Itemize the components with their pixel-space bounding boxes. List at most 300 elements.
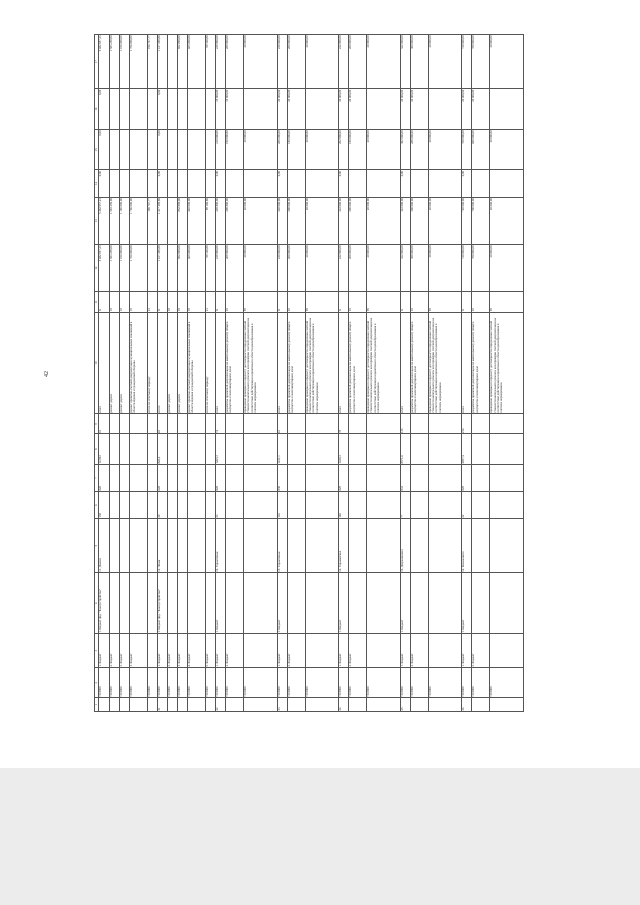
table-cell-total: 200 000,00 [349,244,367,291]
table-cell-d [177,89,187,130]
table-cell-code: 7318000 [157,668,167,698]
table-cell-v [177,434,187,464]
table-cell-fund: 5. Бюджет [205,634,215,668]
table-cell-k: 18 [109,292,119,312]
table-cell-e: 222 000,00 [339,35,349,89]
table-cell-region [109,573,119,634]
table-cell-c [205,129,215,170]
table-cell-d [187,89,205,130]
table-cell-place [147,519,157,573]
table-cell-a: 20 000,00 [367,197,401,244]
table-cell-y: 830 [277,464,287,491]
table-cell-place [305,519,339,573]
table-cell-a: 20 000,00 [305,197,339,244]
table-row [277,35,287,712]
table-cell-k: 95 [428,292,462,312]
table-cell-a: 700 000,00 [472,197,490,244]
table-cell-c [129,129,147,170]
table-cell-v: 1263,3 [215,434,225,464]
column-number-header: 11 [95,292,99,312]
table-cell-u [177,492,187,519]
table-cell-fund: 1. Бюджет [339,634,349,668]
table-cell-u [187,492,205,519]
table-cell-code: 7318000 [243,668,277,698]
table-cell-total: 1 706 000,00 [129,244,147,291]
table-cell-b: 0,00 [462,170,472,197]
table-cell-name: итого по отчетному периоду [147,312,157,414]
table-cell-b [129,170,147,197]
table-cell-code: 7318000 [400,668,410,698]
table-cell-n: 23 [277,698,287,712]
table-cell-d [428,89,462,130]
table-cell-c [187,129,205,170]
table-cell-b [187,170,205,197]
table-cell-code: 7318000 [349,668,367,698]
table-cell-u: 138 [99,492,109,519]
table-cell-c: 700 000,00 [462,129,472,170]
table-cell-c: 210 000,00 [215,129,225,170]
table-cell-name: разработка проектной документации по капитальному ремонту общего имущества в многоквартирном доме [410,312,428,414]
column-number-header: 12 [95,244,99,291]
table-cell-u: 20 [157,492,167,519]
table-cell-code: 7318000 [287,668,305,698]
table-cell-y: 828 [215,464,225,491]
table-row [410,35,428,712]
table-cell-name: итого по отчетному периоду [205,312,215,414]
table-row [349,35,367,712]
table-cell-place [187,519,205,573]
table-cell-region [490,573,524,634]
table-cell-a: 229 800,00 [215,197,225,244]
table-cell-fund: 1. Бюджет [462,634,472,668]
table-cell-name: всего [277,312,287,414]
table-cell-b [177,170,187,197]
table-cell-d: 20 000,00 [462,89,472,130]
table-cell-u [119,492,129,519]
table-cell-y [367,464,401,491]
table-cell-u [243,492,277,519]
table-cell-c [147,129,157,170]
table-cell-d: 20 000,00 [349,89,367,130]
table-cell-total: 220 000,00 [277,244,287,291]
table-cell-d: 20 000,00 [472,89,490,130]
table-cell-n: 25 [400,698,410,712]
table-cell-b: 0,00 [99,170,109,197]
table-cell-code: 7318000 [490,668,524,698]
table-cell-e: 200 000,00 [287,35,305,89]
column-number-header: 15 [95,129,99,170]
table-cell-code: 7318000 [339,668,349,698]
table-cell-a: 20 000,00 [490,197,524,244]
table-cell-v [226,434,244,464]
table-cell-v: 8571,6 [400,434,410,464]
table-cell-rank: 78 [339,414,349,434]
column-number-header: 14 [95,170,99,197]
table-cell-name: разработка проектной документации по капитальному ремонту общего имущества в многоквартирном доме [472,312,490,414]
table-cell-region: 1. Бюджет [277,573,287,634]
table-cell-a: 1 706 000,00 [129,197,147,244]
table-cell-total: 20 000,00 [428,244,462,291]
table-cell-place [243,519,277,573]
table-cell-k: X [462,292,472,312]
table-cell-total [167,244,177,291]
table-cell-u [129,492,147,519]
table-cell-e: 229 800,00 [215,35,225,89]
table-cell-name: ремонт дороги [109,312,119,414]
table-cell-fund: 3. Бюджет [177,634,187,668]
table-cell-d: 20 000,00 [410,89,428,130]
table-cell-total: 20 000,00 [490,244,524,291]
column-number-header: 1 [95,698,99,712]
table-row [428,35,462,712]
table-cell-y [119,464,129,491]
table-cell-place [129,519,147,573]
table-cell-n [243,698,277,712]
table-row [157,35,167,712]
table-cell-e: 99 100,80 [205,35,215,89]
table-cell-k: X [215,292,225,312]
table-cell-code: 7318000 [167,668,177,698]
table-cell-place [177,519,187,573]
table-cell-b [147,170,157,197]
table-cell-e: 1 417 299,80 [157,35,167,89]
table-cell-region [205,573,215,634]
table-cell-n [349,698,367,712]
table-cell-v [287,434,305,464]
table-cell-code: 7318000 [472,668,490,698]
table-cell-y [167,464,177,491]
table-cell-name: проведение проверки по предмету достоверности определения сметной стоимости капитального ремонта или проверки сметной документации на соответствие действующим нормативам в области ценообразования в сметном нормировании [367,312,401,414]
table-cell-d [119,89,129,130]
table-cell-code: 7318000 [410,668,428,698]
table-cell-e: 20 000,00 [428,35,462,89]
table-row [187,35,205,712]
table-cell-total: 209 800,00 [226,244,244,291]
table-cell-c [177,129,187,170]
table-cell-b: 0,00 [215,170,225,197]
table-cell-d [205,89,215,130]
table-cell-fund [243,634,277,668]
table-cell-fund: 4. Бюджет [187,634,205,668]
table-cell-a: 200 000,00 [349,197,367,244]
column-number-header: 4 [95,573,99,634]
table-cell-e: 20 000,00 [490,35,524,89]
table-cell-total: 5 482 957,23 [99,244,109,291]
table-cell-place [167,519,177,573]
table-cell-rank [119,414,129,434]
table-cell-code: 7318000 [119,668,129,698]
table-cell-fund: 1. Бюджет [215,634,225,668]
table-cell-fund: 1. Бюджет [277,634,287,668]
table-cell-fund [490,634,524,668]
table-cell-place [367,519,401,573]
table-cell-d [305,89,339,130]
table-cell-place [472,519,490,573]
table-cell-a: 1 583 259,00 [109,197,119,244]
table-cell-c [119,129,129,170]
table-cell-b [205,170,215,197]
table-cell-code: 7318000 [428,668,462,698]
table-cell-n [305,698,339,712]
table-cell-u [472,492,490,519]
table-cell-rank: 61 [277,414,287,434]
table-cell-b: 0,00 [157,170,167,197]
table-cell-rank [367,414,401,434]
table-cell-u [410,492,428,519]
table-cell-code: 7318000 [109,668,119,698]
table-cell-total: 322 000,00 [400,244,410,291]
table-cell-e [167,35,177,89]
table-cell-n [428,698,462,712]
table-cell-v [243,434,277,464]
table-cell-rank [243,414,277,434]
column-number-header: 13 [95,197,99,244]
table-cell-fund: 1. Бюджет [157,634,167,668]
table-cell-rank [226,414,244,434]
table-cell-place [205,519,215,573]
rotated-table-wrapper [94,34,524,712]
table-cell-e: 700 000,00 [472,35,490,89]
table-cell-n [129,698,147,712]
table-cell-y: 833 [400,464,410,491]
table-cell-region [410,573,428,634]
table-cell-v: 14 963 [99,434,109,464]
table-cell-u [167,492,177,519]
table-row [400,35,410,712]
table-cell-e: 20 000,00 [243,35,277,89]
table-cell-b [167,170,177,197]
table-cell-n [490,698,524,712]
table-cell-total: 1 583 259,00 [109,244,119,291]
table-cell-u [205,492,215,519]
table-cell-u [305,492,339,519]
table-cell-region [287,573,305,634]
table-cell-name: ремонт проектно-сметной документации муниципальных отношений в области ведения и гражданской обороны [187,312,205,414]
table-cell-c: 280 000,00 [410,129,428,170]
table-row [472,35,490,712]
table-cell-c: 0,00 [157,129,167,170]
table-cell-b [367,170,401,197]
table-cell-b: 0,00 [339,170,349,197]
table-cell-fund [367,634,401,668]
table-cell-n [205,698,215,712]
column-number-header: 16 [95,89,99,130]
table-cell-place [226,519,244,573]
table-cell-a: 322 000,00 [400,197,410,244]
table-cell-rank [428,414,462,434]
table-cell-a: 220 000,00 [277,197,287,244]
table-cell-region: 1. Бюджет фед. "Благоустройство" [99,573,109,634]
table-cell-u [287,492,305,519]
table-cell-total: 700 000,00 [472,244,490,291]
table-cell-e: 200 000,00 [349,35,367,89]
table-cell-place [428,519,462,573]
table-cell-y [205,464,215,491]
table-cell-k: X [277,292,287,312]
column-number-header: 9 [95,414,99,434]
table-cell-rank [147,414,157,434]
table-cell-place [349,519,367,573]
table-cell-place: 15. Гаражтиман [277,519,287,573]
table-cell-n: 21 [157,698,167,712]
table-row [147,35,157,712]
table-cell-b [305,170,339,197]
table-cell-total: 852 098,00 [177,244,187,291]
table-cell-c: 680 000,00 [472,129,490,170]
table-cell-fund: 2. Бюджет [109,634,119,668]
table-cell-c: 180 000,00 [349,129,367,170]
table-cell-place [490,519,524,573]
table-cell-n [226,698,244,712]
table-cell-y [109,464,119,491]
table-cell-region: 1. Бюджет фед. "Благоустройство" [157,573,167,634]
table-cell-name: ремонт дороги [167,312,177,414]
table-cell-y [410,464,428,491]
table-row [305,35,339,712]
table-cell-place: 11. Дзилиз [99,519,109,573]
column-number-header: 2 [95,668,99,698]
table-row [367,35,401,712]
table-cell-b [410,170,428,197]
table-cell-c: 20 000,00 [490,129,524,170]
table-cell-total: 465 000,00 [187,244,205,291]
table-cell-region: 1. Бюджет [462,573,472,634]
table-cell-region [167,573,177,634]
table-cell-e: 852 098,00 [177,35,187,89]
table-cell-y: 628 [157,464,167,491]
table-cell-n [410,698,428,712]
table-cell-rank [167,414,177,434]
table-cell-total: 20 000,00 [305,244,339,291]
table-cell-total [147,244,157,291]
table-row [205,35,215,712]
table-cell-region [349,573,367,634]
table-cell-a: 1 417 299,80 [157,197,167,244]
table-cell-v [349,434,367,464]
table-cell-u: 140 [339,492,349,519]
column-number-header: 7 [95,464,99,491]
table-cell-code: 7318000 [226,668,244,698]
table-cell-v [428,434,462,464]
table-cell-c: 20 000,00 [305,129,339,170]
table-cell-u: 77 [400,492,410,519]
table-cell-v [205,434,215,464]
table-cell-c: 202 000,00 [339,129,349,170]
table-cell-rank [305,414,339,434]
table-cell-region [119,573,129,634]
table-cell-n [367,698,401,712]
table-cell-b [243,170,277,197]
table-cell-rank [187,414,205,434]
table-cell-code: 7318000 [187,668,205,698]
table-cell-code: 7318000 [215,668,225,698]
table-cell-name: проведение проверки по предмету достоверности определения сметной стоимости капитального ремонта или проверки сметной документации на соответствие действующим нормативам в области ценообразования в сметном нормировании [490,312,524,414]
table-cell-region [243,573,277,634]
table-row [167,35,177,712]
table-cell-n [167,698,177,712]
table-cell-c: 20 000,00 [367,129,401,170]
page-background [0,768,640,905]
table-cell-k: 25 [287,292,305,312]
table-cell-u [147,492,157,519]
table-cell-fund: 2. Бюджет [226,634,244,668]
table-cell-k: 95 [367,292,401,312]
table-cell-rank [129,414,147,434]
table-cell-code: 7318000 [367,668,401,698]
table-cell-region [305,573,339,634]
table-cell-e: 20 000,00 [305,35,339,89]
table-cell-fund: 2. Бюджет [287,634,305,668]
table-cell-code: 7318000 [277,668,287,698]
table-cell-name: проведение проверки по предмету достоверности определения сметной стоимости капитального ремонта или проверки сметной документации на соответствие действующим нормативам в области ценообразования в сметном нормировании [305,312,339,414]
table-cell-y [226,464,244,491]
table-cell-place: 16. Ковальского [462,519,472,573]
table-cell-b: 0,00 [400,170,410,197]
table-cell-e: 196 767,77 [147,35,157,89]
table-cell-d: 19 800,00 [226,89,244,130]
table-cell-u [428,492,462,519]
table-cell-v [119,434,129,464]
table-cell-k: 18 [119,292,129,312]
table-cell-k: X [99,292,109,312]
table-cell-a: 20 000,00 [243,197,277,244]
table-cell-e: 5 482 957,23 [99,35,109,89]
table-cell-region: 1. Бюджет [215,573,225,634]
table-cell-v [367,434,401,464]
table-cell-u: 23 [215,492,225,519]
table-cell-k: X [400,292,410,312]
table-cell-total: 720 000,00 [462,244,472,291]
column-number-header: 6 [95,492,99,519]
table-cell-c: 20 000,00 [428,129,462,170]
table-cell-code: 7318000 [147,668,157,698]
table-row [490,35,524,712]
table-row [339,35,349,712]
table-cell-e: 209 800,00 [226,35,244,89]
table-cell-k: 25 [349,292,367,312]
table-cell-region: 1. Бюджет [339,573,349,634]
table-cell-y [490,464,524,491]
table-cell-name: ремонт проектно-сметной документации муниципальных отношений в области ведения и гражданской обороны [129,312,147,414]
table-cell-e: 20 000,00 [367,35,401,89]
table-cell-d: 20 000,00 [277,89,287,130]
table-cell-y [305,464,339,491]
table-cell-y [187,464,205,491]
table-cell-n [147,698,157,712]
table-cell-rank [490,414,524,434]
table-cell-fund: 2. Бюджет [410,634,428,668]
table-cell-e: 322 000,00 [400,35,410,89]
table-row [462,35,472,712]
table-cell-n [177,698,187,712]
table-cell-rank: 74 [215,414,225,434]
table-cell-n [119,698,129,712]
table-row [99,35,109,712]
table-cell-fund [428,634,462,668]
page-number: 42 [44,371,50,377]
table-cell-name: разработка проектной документации по капитальному ремонту общего имущества в многоквартирном доме [349,312,367,414]
table-cell-name: всего [462,312,472,414]
column-number-header: 10 [95,312,99,414]
table-cell-place [287,519,305,573]
table-cell-code: 7318000 [129,668,147,698]
table-cell-rank [472,414,490,434]
table-cell-name: итого [157,312,167,414]
table-cell-rank: 43 [157,414,167,434]
table-cell-b [287,170,305,197]
table-cell-k: 19 [187,292,205,312]
table-cell-k: 25 [226,292,244,312]
